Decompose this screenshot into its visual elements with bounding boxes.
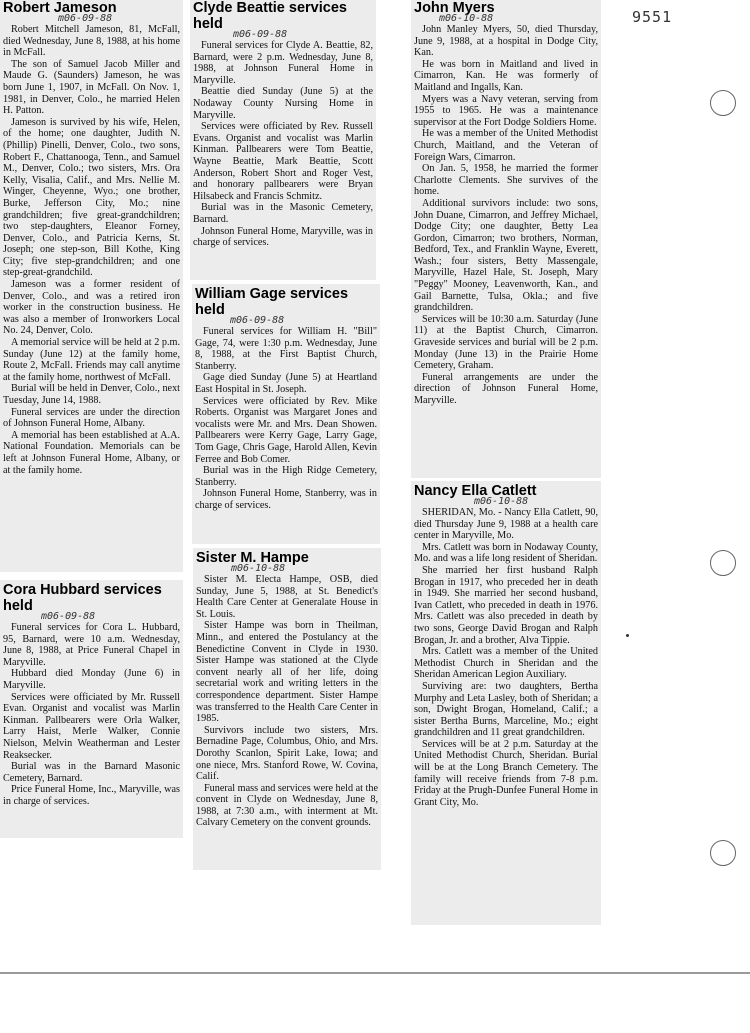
binder-hole-icon: [710, 840, 736, 866]
clipping-nancy-catlett: [411, 481, 601, 925]
paragraph: SHERIDAN, Mo. - Nancy Ella Catlett, 90, died Thursday June 9, 1988 at a health care center in Maryville, Mo.: [414, 507, 598, 542]
paragraph: A memorial has been established at A.A. National Foundation. Memorials can be left at Johnson Funeral Home, Albany, or at the family home.: [3, 429, 180, 476]
paragraph: Services were officiated by Mr. Russell Evan. Organist and vocalist was Marlin Kinman. Pallbearers were Orla Walker, Larry Haist, Merle Walker, Connie Nielson, Melvin Weatherman and Lester Reaksecker.: [3, 691, 180, 761]
paragraph: Survivors include two sisters, Mrs. Bernadine Page, Columbus, Ohio, and Mrs. Dorothy Scanlon, Spirit Lake, Iowa; and one niece, Mrs. Stanford Rowe, W. Covina, Calif.: [196, 724, 378, 783]
handwritten-date: m06-10-88: [474, 496, 529, 507]
clipping-body: [3, 24, 180, 476]
clipping-title: Cora Hubbard services held: [3, 582, 162, 614]
paragraph: Gage died Sunday (June 5) at Heartland East Hospital in St. Joseph.: [195, 372, 377, 395]
paragraph: Robert Mitchell Jameson, 81, McFall, died Wednesday, June 8, 1988, at his home in McFall.: [3, 24, 180, 59]
clipping-body: [414, 24, 598, 407]
paragraph: Services will be at 2 p.m. Saturday at the United Methodist Church, Sheridan. Burial will be at the Long Branch Cemetery. The family will receive friends from 7-8 p.m. Friday at the Prugh-Dunfee Funeral Home in Grant City, Mo.: [414, 738, 598, 808]
paragraph: Jameson is survived by his wife, Helen, of the home; one daughter, Judith N. (Phillip) Pinelli, Denver, Colo., two sons, Robert F., Chattanooga, Tenn., and Samuel M., Denver, Colo.; two sisters, Mrs. Ora Kelly, Visalia, Calif., and Mrs. Nellie M. Winger, Cheyenne, Wyo.; one brother, Burke, Jefferson City, Mo.; nine grandchildren; five great-grandchildren; two step-daughters, Eleanor Forney, Denver, Colo., and Patricia Kerns, St. Joseph; one step-son, Bill Kothe, King City; five step-grandchildren; and one step-great-grandchild.: [3, 116, 180, 279]
binder-hole-icon: [710, 90, 736, 116]
paragraph: Johnson Funeral Home, Maryville, was in charge of services.: [193, 225, 373, 249]
paragraph: Sister Hampe was born in Theilman, Minn., and entered the Postulancy at the Benedictine Convent in Clyde in 1930. Sister Hampe was stationed at the Clyde convent nearly all of her life, doing secretarial work and writing letters in the correspondence department. Sister Hampe was transferred to the Health Care Center in 1985.: [196, 620, 378, 725]
paragraph: Funeral services for William H. "Bill" Gage, 74, were 1:30 p.m. Wednesday, June 8, 1988, at the First Baptist Church, Stanberry.: [195, 326, 377, 372]
paragraph: Johnson Funeral Home, Stanberry, was in charge of services.: [195, 488, 377, 511]
paragraph: Additional survivors include: two sons, John Duane, Cimarron, and Jeffrey Michael, Dodge City; one daughter, Betty Lea Gordon, Cimarron; two brothers, Norman, Bedford, Tex., and Franklin Wayne, Everett, Wash.; four sisters, Betty Massengale, Maryville, Hazel Hale, St. Joseph, Mary "Peggy" Mooney, Leavenworth, Kan., and Gail Barnette, Tulsa, Okla.; and five grandchildren.: [414, 197, 598, 314]
clipping-john-myers: [411, 0, 601, 478]
paragraph: Funeral services are under the direction of Johnson Funeral Home, Albany.: [3, 406, 180, 430]
paragraph: Beattie died Sunday (June 5) at the Nodaway County Nursing Home in Maryville.: [193, 86, 373, 121]
clipping-robert-jameson: [0, 0, 183, 572]
clipping-sister-hampe: [193, 548, 381, 870]
paragraph: Myers was a Navy veteran, serving from 1955 to 1965. He was a maintenance supervisor at the Fort Dodge Soldiers Home.: [414, 93, 598, 128]
paragraph: Sister M. Electa Hampe, OSB, died Sunday, June 5, 1988, at St. Benedict's Health Care Center at Generalate House in St. Louis.: [196, 574, 378, 620]
clipping-body: [3, 622, 180, 808]
paragraph: Funeral services for Cora L. Hubbard, 95, Barnard, were 10 a.m. Wednesday, June 8, 1988, at Price Funeral Chapel in Maryville.: [3, 622, 180, 668]
handwritten-date: m06-10-88: [231, 563, 286, 574]
paragraph: Funeral services for Clyde A. Beattie, 82, Barnard, were 2 p.m. Wednesday, June 8, 1988, at Johnson Funeral Home in Maryville.: [193, 40, 373, 86]
clipping-body: [414, 507, 598, 808]
paragraph: On Jan. 5, 1958, he married the former Charlotte Clements. She survives of the home.: [414, 163, 598, 198]
paragraph: Burial was in the High Ridge Cemetery, Stanberry.: [195, 465, 377, 488]
handwritten-date: m06-09-88: [233, 29, 288, 40]
paragraph: Surviving are: two daughters, Bertha Murphy and Leta Lasley, both of Sheridan; a son, Dwight Brogan, Homeland, Calif.; a sister Bertha Burns, Marceline, Mo.; eight grandchildren and 11 great grandchildren.: [414, 680, 598, 739]
paragraph: Mrs. Catlett was a member of the United Methodist Church in Sheridan and the Sheridan American Legion Auxiliary.: [414, 646, 598, 681]
clipping-title: John Myers: [414, 0, 495, 16]
clipping-william-gage: [192, 284, 380, 544]
handwritten-date: m06-10-88: [439, 13, 494, 24]
paragraph: John Manley Myers, 50, died Thursday, June 9, 1988, at a hospital in Dodge City, Kan.: [414, 24, 598, 59]
paragraph: He was born in Maitland and lived in Cimarron, Kan. He was formerly of Maitland and Ingalls, Kan.: [414, 58, 598, 93]
clipping-title: Sister M. Hampe: [196, 550, 309, 566]
paragraph: He was a member of the United Methodist Church, Maitland, and the Veteran of Foreign Wars, Cimarron.: [414, 128, 598, 163]
binder-hole-icon: [710, 550, 736, 576]
paragraph: Services were officiated by Rev. Mike Roberts. Organist was Margaret Jones and vocalists were Mr. and Mrs. Dean Showen. Pallbearers were Kerry Gage, Larry Gage, Tom Gage, Chris Gage, Harold Allen, Kevin Ferree and Bob Comer.: [195, 395, 377, 465]
clipping-clyde-beattie: [190, 0, 376, 280]
clipping-title: Clyde Beattie services held: [193, 0, 347, 32]
speck: [626, 634, 629, 637]
paragraph: Services were officiated by Rev. Russell Evans. Organist and vocalist was Marlin Kinman. Pallbearers were Tom Beattie, Wayne Beattie, Mark Beattie, Scott Anderson, Robert Short and Roger Vest, and honorary pallbearers were Bryan Hilsabeck and Francis Schmitz.: [193, 121, 373, 202]
clipping-body: [193, 40, 373, 249]
paragraph: Services will be 10:30 a.m. Saturday (June 11) at the Baptist Church, Cimarron. Graveside services and burial will be 2 p.m. Monday (June 13) in the Prairie Home Cemetery, Graham.: [414, 313, 598, 372]
paragraph: Price Funeral Home, Inc., Maryville, was in charge of services.: [3, 784, 180, 807]
clipping-body: [195, 326, 377, 512]
paragraph: Hubbard died Monday (June 6) in Maryville.: [3, 668, 180, 691]
handwritten-date: m06-09-88: [58, 13, 113, 24]
clipping-cora-hubbard: [0, 580, 183, 838]
paragraph: Burial was in the Masonic Cemetery, Barnard.: [193, 202, 373, 225]
paragraph: Burial was in the Barnard Masonic Cemetery, Barnard.: [3, 761, 180, 784]
clipping-title: William Gage services held: [195, 286, 349, 318]
clipping-title: Nancy Ella Catlett: [414, 483, 537, 499]
paragraph: Burial will be held in Denver, Colo., next Tuesday, June 14, 1988.: [3, 383, 180, 406]
paragraph: Jameson was a former resident of Denver, Colo., and was a retired iron worker in the construction business. He was also a member of Ironworkers Local No. 24, Denver, Colo.: [3, 279, 180, 337]
handwritten-date: m06-09-88: [230, 315, 285, 326]
paragraph: The son of Samuel Jacob Miller and Maude G. (Saunders) Jameson, he was born June 1, 1907, in McFall. On Nov. 1, 1981, in Denver, Colo., he married Helen H. Patton.: [3, 58, 180, 117]
paragraph: She married her first husband Ralph Brogan in 1917, who preceded her in death in 1949. She married her second husband, Ivan Catlett, who preceded in death in 1976. Mrs. Catlett was also preceded in death by two sons, George David Brogan and Ralph Brogan, Jr. and a brother, Alva Tippie.: [414, 564, 598, 646]
page-number: 9551: [632, 8, 673, 26]
paragraph: Funeral mass and services were held at the convent in Clyde on Wednesday, June 8, 1988, at 7:30 a.m., with interment at Mt. Calvary Cemetery on the convent grounds.: [196, 782, 378, 829]
clipping-title: Robert Jameson: [3, 0, 117, 16]
scan-edge-line: [0, 972, 750, 974]
clipping-body: [196, 574, 378, 829]
paragraph: Funeral arrangements are under the direction of Johnson Funeral Home, Maryville.: [414, 371, 598, 406]
handwritten-date: m06-09-88: [41, 611, 96, 622]
paragraph: A memorial service will be held at 2 p.m. Sunday (June 12) at the family home, Route 2, McFall. Friends may call anytime at the family home, northwest of McFall.: [3, 337, 180, 383]
paragraph: Mrs. Catlett was born in Nodaway County, Mo. and was a life long resident of Sheridan.: [414, 541, 598, 565]
